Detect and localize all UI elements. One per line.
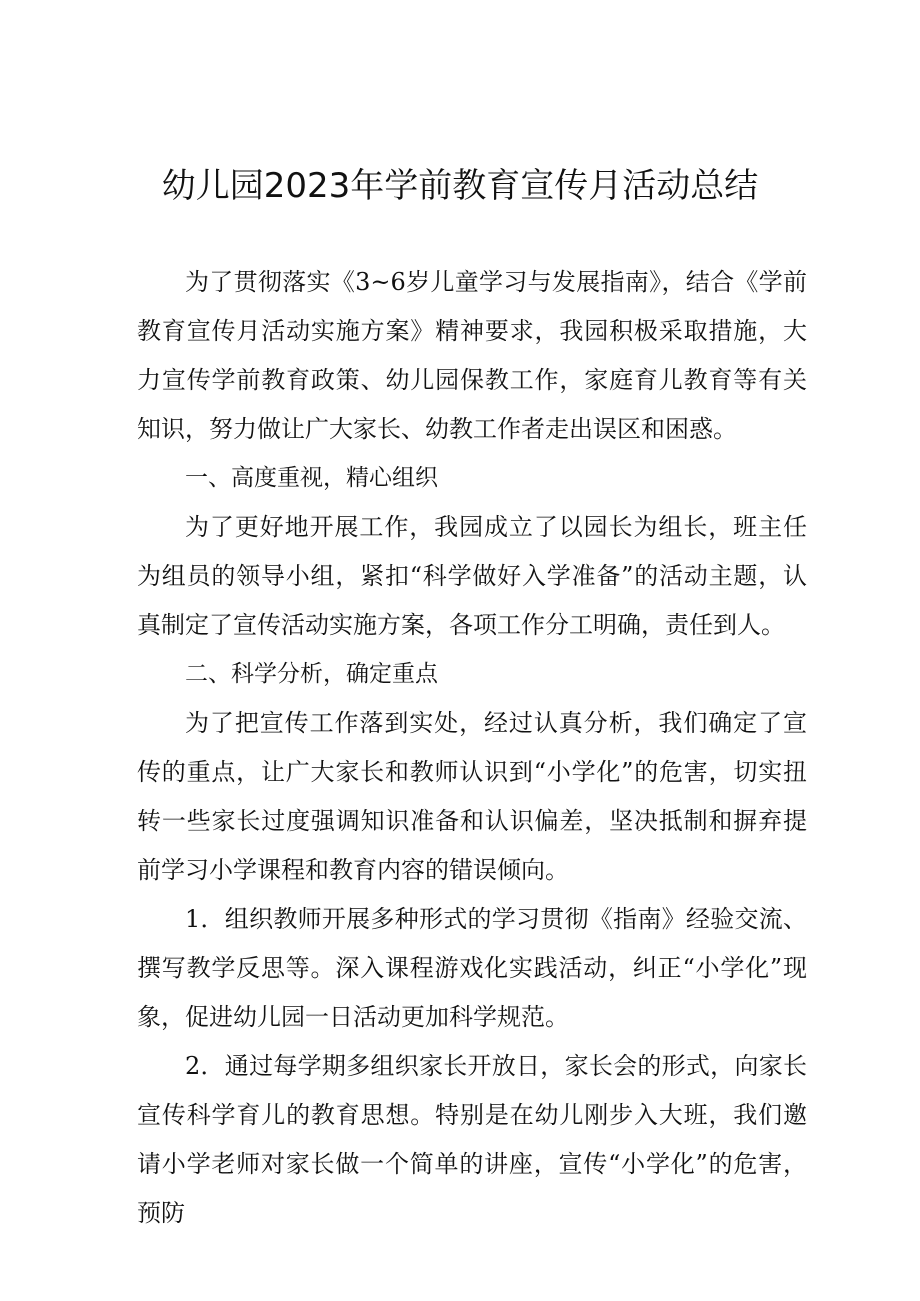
section-1-paragraph: 为了更好地开展工作，我园成立了以园长为组长，班主任为组员的领导小组，紧扣“科学做好入学准备”的活动主题，认真制定了宣传活动实施方案，各项工作分工明确，责任到人。 [137, 513, 807, 639]
section-2-heading: 二、科学分析，确定重点 [185, 661, 438, 687]
document-title: 幼儿园2023年学前教育宣传月活动总结 [161, 166, 759, 206]
document-body [137, 258, 807, 1238]
list-item-1: 1．组织教师开展多种形式的学习贯彻《指南》经验交流、撰写教学反思等。深入课程游戏化实践活动，纠正“小学化”现象，促进幼儿园一日活动更加科学规范。 [137, 905, 807, 1031]
intro-paragraph: 为了贯彻落实《3~6岁儿童学习与发展指南》，结合《学前教育宣传月活动实施方案》精神要求，我园积极采取措施，大力宣传学前教育政策、幼儿园保教工作，家庭育儿教育等有关知识，努力做让广大家长、幼教工作者走出误区和困惑。 [137, 268, 807, 443]
section-1-heading: 一、高度重视，精心组织 [185, 465, 438, 491]
list-item-2: 2．通过每学期多组织家长开放日，家长会的形式，向家长宣传科学育儿的教育思想。特别是在幼儿刚步入大班，我们邀请小学老师对家长做一个简单的讲座，宣传“小学化”的危害，预防 [137, 1052, 807, 1227]
section-2-paragraph: 为了把宣传工作落到实处，经过认真分析，我们确定了宣传的重点，让广大家长和教师认识到“小学化”的危害，切实扭转一些家长过度强调知识准备和认识偏差，坚决抵制和摒弃提前学习小学课程和教育内容的错误倾向。 [137, 709, 807, 884]
